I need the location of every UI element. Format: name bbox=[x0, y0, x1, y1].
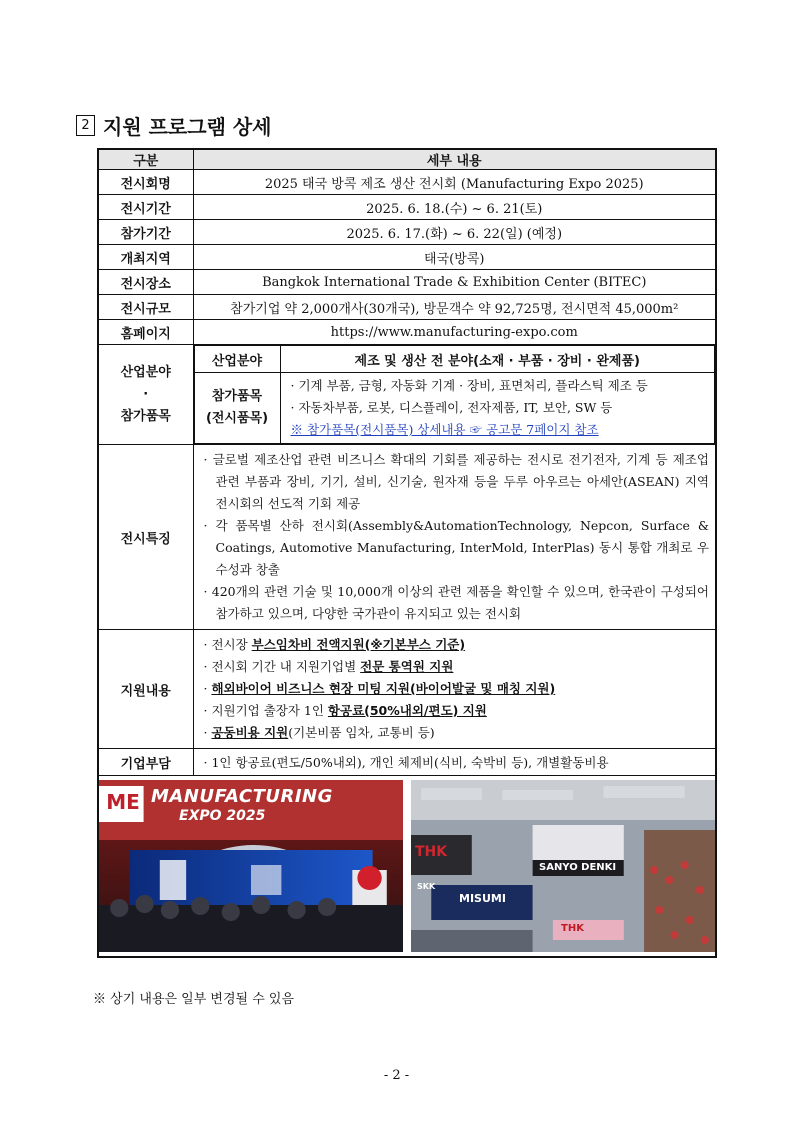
photos-cell bbox=[98, 776, 716, 958]
list-item: · 해외바이어 비즈니스 현장 미팅 지원(바이어발굴 및 매칭 지원) bbox=[203, 681, 556, 696]
row-value-participation: 2025. 6. 17.(화) ~ 6. 22(일) (예정) bbox=[193, 220, 716, 245]
table-row-industry bbox=[98, 345, 716, 445]
expo-hall-photo bbox=[411, 780, 715, 952]
list-item: · 공동비용 지원(기본비품 임차, 교통비 등) bbox=[203, 725, 435, 740]
list-item: · 기계 부품, 금형, 자동화 기계 · 장비, 표면처리, 플라스틱 제조 등 bbox=[290, 378, 648, 393]
row-value-venue: Bangkok International Trade & Exhibition Center (BITEC) bbox=[193, 270, 716, 295]
header-details: 세부 내용 bbox=[193, 149, 716, 170]
field-label: 산업분야 bbox=[194, 346, 280, 373]
program-detail-table bbox=[97, 148, 717, 958]
row-label-region: 개최지역 bbox=[98, 245, 193, 270]
industry-inner-table bbox=[194, 345, 716, 444]
hall-sign-sanyo: SANYO DENKI bbox=[539, 862, 617, 873]
expo-entrance-photo bbox=[99, 780, 403, 952]
hall-sign-misumi: MISUMI bbox=[459, 892, 506, 905]
list-item: · 420개의 관련 기술 및 10,000개 이상의 관련 제품을 확인할 수 있으며, 한국관이 구성되어 참가하고 있으며, 다양한 국가관이 유지되고 있는 전시회 bbox=[203, 584, 709, 621]
list-item: · 전시장 부스임차비 전액지원(※기본부스 기준) bbox=[203, 637, 466, 652]
section-title: 지원 프로그램 상세 bbox=[103, 114, 272, 139]
field-value: 제조 및 생산 전 분야(소재 · 부품 · 장비 · 완제품) bbox=[280, 346, 715, 373]
row-label-features: 전시특징 bbox=[98, 445, 193, 630]
list-item: · 지원기업 출장자 1인 항공료(50%내외/편도) 지원 bbox=[203, 703, 487, 718]
items-label bbox=[194, 373, 280, 444]
row-value-period: 2025. 6. 18.(수) ~ 6. 21(토) bbox=[193, 195, 716, 220]
support-highlight: 공동비용 지원 bbox=[211, 725, 289, 740]
table-header-row bbox=[98, 149, 716, 170]
table-row bbox=[98, 320, 716, 345]
section-heading bbox=[76, 110, 272, 140]
table-row-burden bbox=[98, 749, 716, 776]
list-item: · 자동차부품, 로봇, 디스플레이, 전자제품, IT, 보안, SW 등 bbox=[290, 400, 613, 415]
row-label-industry bbox=[98, 345, 193, 445]
expo-logo: ME bbox=[106, 790, 140, 814]
row-label-scale: 전시규모 bbox=[98, 295, 193, 320]
items-label-line2: (전시품목) bbox=[205, 411, 269, 426]
row-label-homepage: 홈페이지 bbox=[98, 320, 193, 345]
row-value-region: 태국(방콕) bbox=[193, 245, 716, 270]
table-row-features bbox=[98, 445, 716, 630]
support-highlight: 항공료(50%내외/편도) 지원 bbox=[327, 703, 487, 718]
row-label-burden: 기업부담 bbox=[98, 749, 193, 776]
support-highlight: 전문 통역원 지원 bbox=[360, 659, 454, 674]
hall-sign-thk: THK bbox=[415, 844, 448, 860]
section-number: 2 bbox=[76, 115, 95, 136]
header-category: 구분 bbox=[98, 149, 193, 170]
row-label-venue: 전시장소 bbox=[98, 270, 193, 295]
row-value-homepage[interactable]: https://www.manufacturing-expo.com bbox=[193, 320, 716, 345]
expo-banner-line2: EXPO 2025 bbox=[179, 808, 266, 824]
items-detail-note-link[interactable]: ※ 참가품목(전시품목) 상세내용 ☞ 공고문 7페이지 참조 bbox=[290, 422, 599, 437]
list-item: · 각 품목별 산하 전시회(Assembly&AutomationTechnology, Nepcon, Surface & Coatings, Automotive Manufacturing, InterMold, InterPlas) 동시 통합 개최로 우수성과 창출 bbox=[203, 518, 709, 577]
industry-label-line1: 산업분야 bbox=[120, 364, 171, 380]
table-row bbox=[98, 270, 716, 295]
row-value-burden: · 1인 항공료(편도/50%내외), 개인 체제비(식비, 숙박비 등), 개별활동비용 bbox=[193, 749, 716, 776]
support-cell bbox=[193, 630, 716, 749]
row-label-participation: 참가기간 bbox=[98, 220, 193, 245]
table-row-support bbox=[98, 630, 716, 749]
industry-label-line2: · bbox=[143, 386, 149, 402]
industry-details bbox=[193, 345, 716, 445]
row-label-support: 지원내용 bbox=[98, 630, 193, 749]
items-list bbox=[281, 373, 715, 443]
table-row bbox=[98, 220, 716, 245]
table-row bbox=[98, 195, 716, 220]
support-highlight: 부스임차비 전액지원(※기본부스 기준) bbox=[251, 637, 466, 652]
table-row bbox=[98, 295, 716, 320]
items-label-line1: 참가품목 bbox=[211, 389, 263, 404]
support-highlight: 해외바이어 비즈니스 현장 미팅 지원(바이어발굴 및 매칭 지원) bbox=[211, 681, 556, 696]
list-item: · 글로벌 제조산업 관련 비즈니스 확대의 기회를 제공하는 전시로 전기전자, 기계 등 제조업 관련 부품과 장비, 기기, 설비, 신기술, 원자재 등을 두루 아우르는 아세안(ASEAN) 지역 전시회의 선도적 기회 제공 bbox=[203, 452, 709, 511]
hall-sign-thk-2: THK bbox=[561, 923, 584, 934]
page-number: - 2 - bbox=[383, 1068, 410, 1083]
table-row bbox=[98, 170, 716, 195]
footnote: ※ 상기 내용은 일부 변경될 수 있음 bbox=[93, 992, 295, 1007]
items-list-cell bbox=[280, 373, 715, 444]
list-item: · 전시회 기간 내 지원기업별 전문 통역원 지원 bbox=[203, 659, 454, 674]
row-value-scale: 참가기업 약 2,000개사(30개국), 방문객수 약 92,725명, 전시면적 45,000m² bbox=[193, 295, 716, 320]
row-value-name: 2025 태국 방콕 제조 생산 전시회 (Manufacturing Expo 2025) bbox=[193, 170, 716, 195]
industry-label-line3: 참가품목 bbox=[120, 408, 171, 424]
table-row-photos bbox=[98, 776, 716, 958]
photos bbox=[99, 780, 715, 952]
row-label-period: 전시기간 bbox=[98, 195, 193, 220]
hall-sign-skk: SKK bbox=[417, 882, 436, 891]
expo-banner-line1: MANUFACTURING bbox=[151, 786, 333, 807]
support-list bbox=[194, 630, 716, 748]
table-row bbox=[98, 245, 716, 270]
row-label-name: 전시회명 bbox=[98, 170, 193, 195]
features-cell bbox=[193, 445, 716, 630]
features-list bbox=[194, 445, 716, 629]
